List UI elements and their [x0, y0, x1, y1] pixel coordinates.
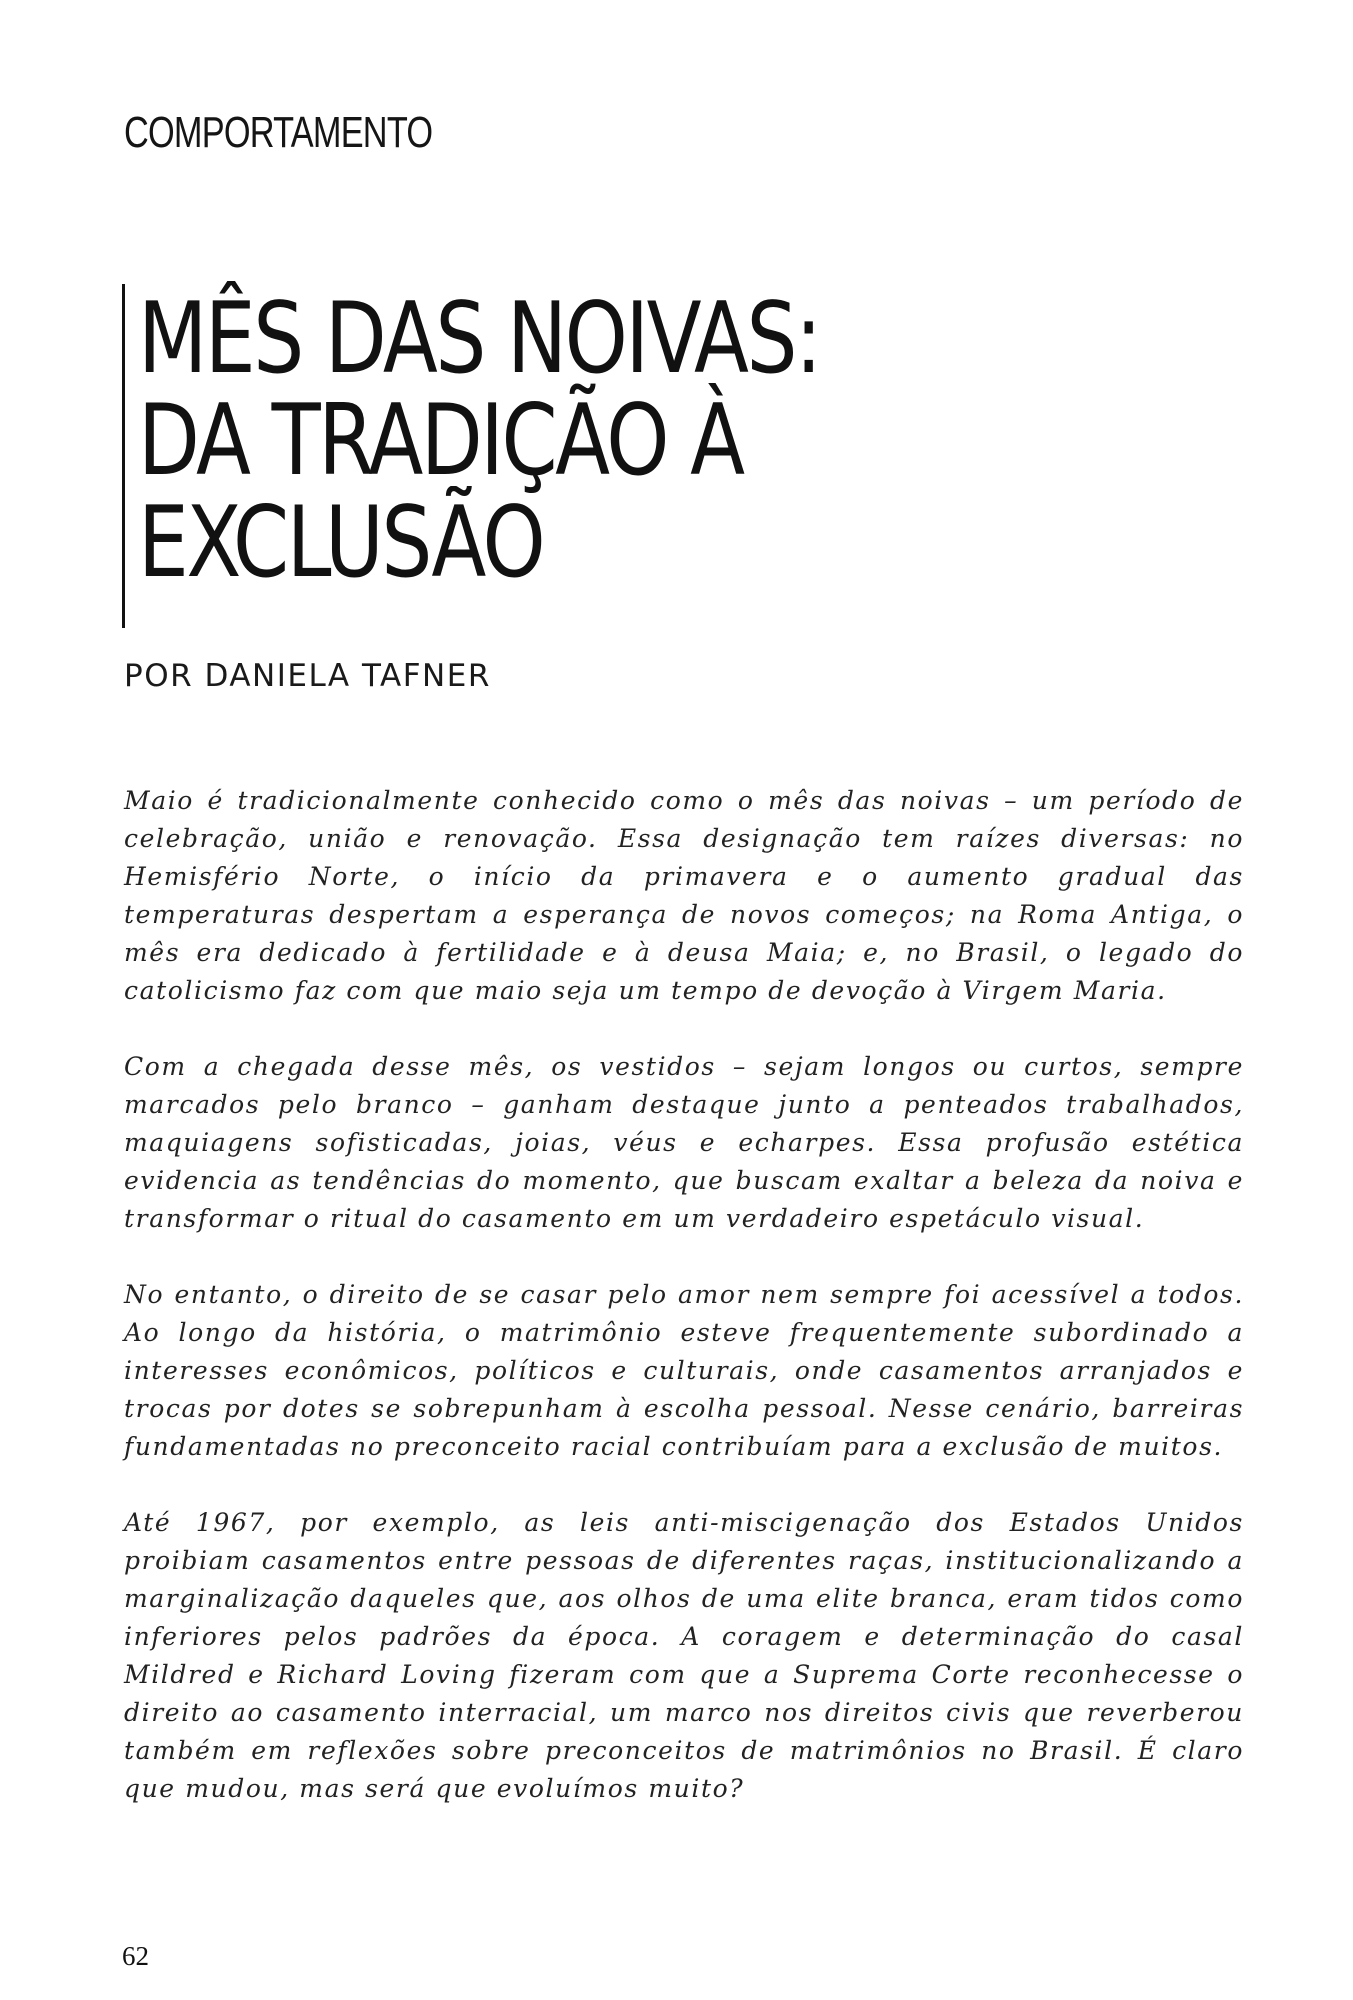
author-byline: POR DANIELA TAFNER	[124, 658, 491, 694]
paragraph-3: No entanto, o direito de se casar pelo amor nem sempre foi acessível a todos. Ao longo da história, o matrimônio esteve frequentemente subordinado a interesses econômicos, políticos e culturais, onde casamentos arranjados e trocas por dotes se sobrepunham à escolha pessoal. Nesse cenário, barreiras fundamentadas no preconceito racial contribuíam para a exclusão de muitos.	[124, 1280, 1244, 1461]
section-label: COMPORTAMENTO	[124, 108, 433, 157]
article-title	[138, 282, 1238, 600]
paragraph-1: Maio é tradicionalmente conhecido como o mês das noivas – um período de celebração, união e renovação. Essa designação tem raízes diversas: no Hemisfério Norte, o início da primavera e o aumento gradual das temperaturas despertam a esperança de novos começos; na Roma Antiga, o mês era dedicado à fertilidade e à deusa Maia; e, no Brasil, o legado do catolicismo faz com que maio seja um tempo de devoção à Virgem Maria.	[124, 786, 1244, 1005]
paragraph-4: Até 1967, por exemplo, as leis anti-miscigenação dos Estados Unidos proibiam casamentos entre pessoas de diferentes raças, institucionalizando a marginalização daqueles que, aos olhos de uma elite branca, eram tidos como inferiores pelos padrões da época. A coragem e determinação do casal Mildred e Richard Loving fizeram com que a Suprema Corte reconhecesse o direito ao casamento interracial, um marco nos direitos civis que reverberou também em reflexões sobre preconceitos de matrimônios no Brasil. É claro que mudou, mas será que evoluímos muito?	[124, 1508, 1244, 1803]
page-number: 62	[122, 1941, 149, 1971]
paragraph-2: Com a chegada desse mês, os vestidos – sejam longos ou curtos, sempre marcados pelo branco – ganham destaque junto a penteados trabalhados, maquiagens sofisticadas, joias, véus e echarpes. Essa profusão estética evidencia as tendências do momento, que buscam exaltar a beleza da noiva e transformar o ritual do casamento em um verdadeiro espetáculo visual.	[124, 1052, 1244, 1233]
title-line-3: EXCLUSÃO	[138, 486, 544, 600]
title-line-1: MÊS DAS NOIVAS:	[138, 282, 820, 396]
article-body	[124, 782, 1244, 1846]
title-line-2: DA TRADIÇÃO À	[138, 384, 743, 498]
title-vertical-rule	[122, 284, 125, 628]
